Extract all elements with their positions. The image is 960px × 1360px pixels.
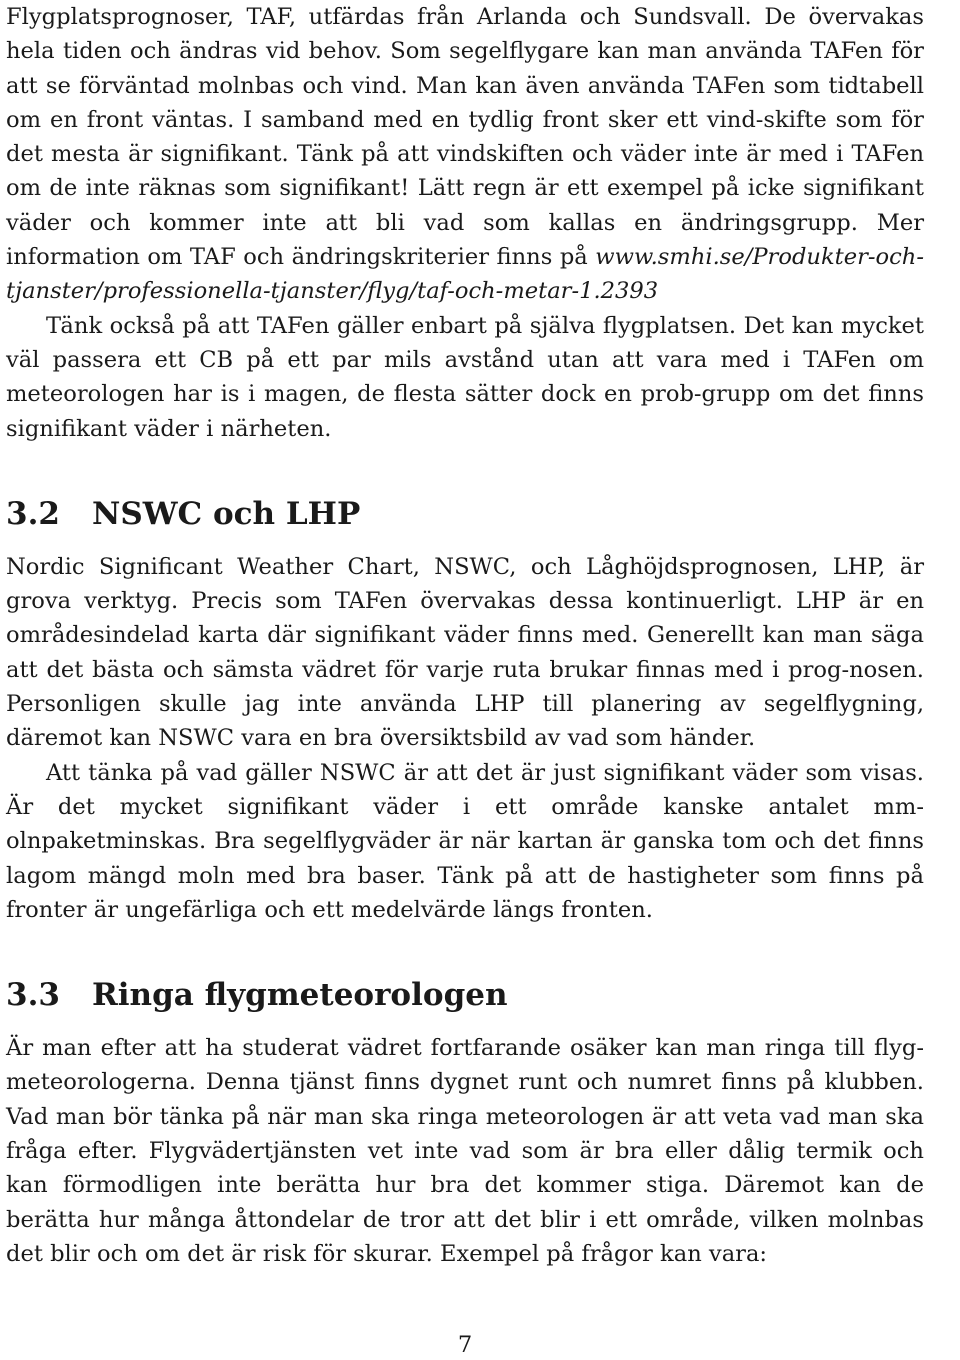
page-number: 7 (457, 1332, 473, 1358)
document-page (6, 0, 924, 1271)
section-number: 3.3 (6, 977, 60, 1014)
smhi-url: www.smhi.se/Produkter-och-tjanster/professionella-tjanster/flyg/taf-och-metar-1.2393 (6, 244, 924, 305)
section-heading-3-2 (6, 494, 924, 534)
section-title: NSWC och LHP (92, 495, 361, 532)
taf-airport-paragraph: Tänk också på att TAFen gäller enbart på själva flygplatsen. Det kan mycket väl passera ett CB på ett par mils avstånd utan att vara med i TAFen om meteorologen har is i magen, de flesta sätter dock en prob-grupp om det finns signifikant väder i närheten. (6, 312, 924, 442)
section-heading-3-3 (6, 975, 924, 1015)
intro-paragraph (6, 0, 924, 309)
section-number: 3.2 (6, 495, 60, 532)
nswc-lhp-paragraph: Nordic Significant Weather Chart, NSWC, och Låghöjdsprognosen, LHP, är grova verktyg. Precis som TAFen övervakas dessa kontinuerligt. LHP är en områdesindelad karta där signifikant väder finns med. Generellt kan man säga att det bästa och sämsta vädret för varje ruta brukar finnas med i prog-nosen. Personligen skulle jag inte använda LHP till planering av segelflygning, däremot kan NSWC vara en bra översiktsbild av vad som händer. (6, 553, 924, 752)
intro-paragraph-text: Flygplatsprognoser, TAF, utfärdas från Arlanda och Sundsvall. De övervakas hela tiden och ändras vid behov. Som segelflygare kan man använda TAFen för att se förväntad molnbas och vind. Man kan även använda TAFen som tidtabell om en front väntas. I samband med en tydlig front sker ett vind-skifte som för det mesta är signifikant. Tänk på att vindskiften och väder inte är med i TAFen om de inte räknas som signifikant! Lätt regn är ett exempel på icke signifikant väder och kommer inte att bli vad som kallas en ändringsgrupp. Mer information om TAF och ändringskriterier finns på (6, 4, 924, 271)
meteorologist-paragraph: Är man efter att ha studerat vädret fortfarande osäker kan man ringa till flyg-meteorologerna. Denna tjänst finns dygnet runt och numret finns på klubben. Vad man bör tänka på när man ska ringa meteorologen är att veta vad man ska fråga efter. Flygvädertjänsten vet inte vad som är bra eller dålig termik och kan förmodligen inte berätta hur bra det kommer stiga. Däremot kan de berätta hur många åttondelar de tror att det blir i ett område, vilken molnbas det blir och om det är risk för skurar. Exempel på frågor kan vara: (6, 1035, 924, 1267)
section-title: Ringa flygmeteorologen (92, 977, 508, 1014)
nswc-paragraph: Att tänka på vad gäller NSWC är att det är just signifikant väder som visas. Är det mycket signifikant väder i ett område kanske antalet mm-olnpaketminskas. Bra segelflygväder är när kartan är ganska tom och det finns lagom mängd moln med bra baser. Tänk på att de hastigheter som finns på fronter är ungefärliga och ett medelvärde längs fronten. (6, 759, 924, 923)
